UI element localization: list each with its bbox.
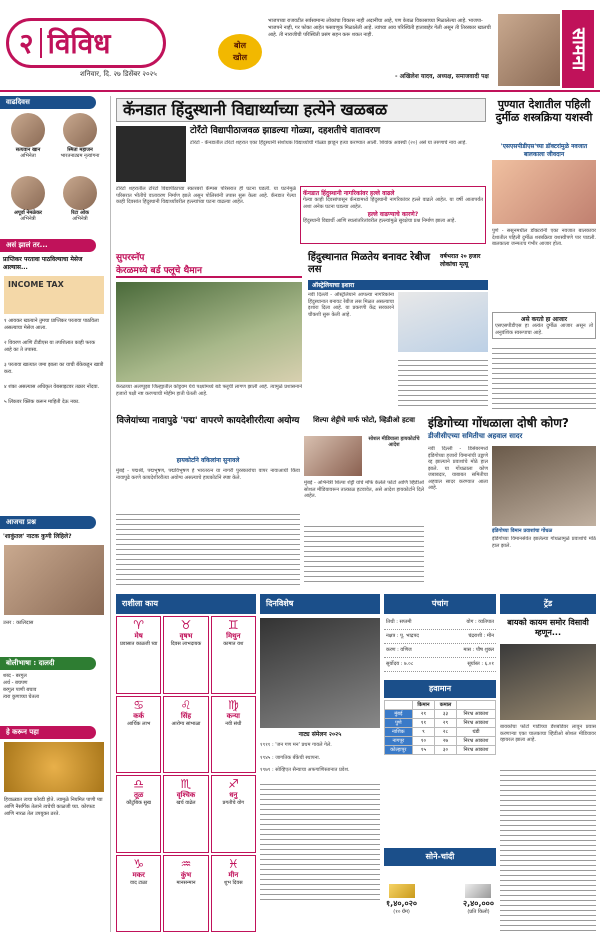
rabies-text-lines: [398, 356, 488, 410]
rashi-text: आर्थिक लाभ: [127, 720, 151, 727]
panchang-cell: करण : वणिज: [386, 647, 412, 653]
supersnap-header: [116, 250, 302, 278]
word-item: शब्द - बरगुल: [3, 673, 27, 679]
list-item: ५ लिंकवर क्लिक करून माहिती देऊ नका.: [4, 399, 80, 405]
weather-row: [385, 728, 496, 737]
dinvishesh-photo: [260, 618, 380, 728]
list-item: १ आयकर खात्याने तुमचा प्राप्तिकर परतावा पाठविला असल्याचा मेसेज आला.: [4, 318, 99, 331]
list-item: १९११ : 'जन गण मन' प्रथम गायले गेले.: [260, 742, 332, 748]
court-photo: [304, 436, 362, 476]
min-temp: ९: [412, 728, 435, 737]
rashi-vrishabh: [163, 616, 208, 694]
max-temp: २९: [435, 719, 457, 728]
box-question: हल्ले वाढण्याचे कारणे?: [367, 211, 419, 218]
rashi-text: नवी संधी: [225, 720, 242, 727]
max-temp: २७: [435, 737, 457, 746]
rashi-name: मिथुन: [226, 632, 241, 640]
rabies-headline: हिंदुस्थानात मिळतेय बनावट रेबीज लस: [308, 252, 431, 275]
weather-row: [385, 719, 496, 728]
main-lead: टोरंटो - कॅनडातील टोरंटो शहरात एका हिंदुस्थानी संशोधक विद्यार्थ्याची गोळ्या झाडून हत्या करण्यात आली. शिवांक अवस्थी (२०) असे या तरुणाचे नाव आहे.: [190, 140, 467, 146]
panchang-table: [384, 616, 496, 672]
main-headline: कॅनडात हिंदुस्थानी विद्यार्थ्याच्या हत्येने खळबळ: [123, 100, 388, 119]
rashi-text: वाद टाळा: [130, 879, 148, 886]
birthday-person: [56, 113, 104, 172]
max-temp: ३०: [435, 746, 457, 755]
weather-col-header: किमान: [412, 701, 435, 710]
rashi-mithun: [211, 616, 256, 694]
city: मुंबई: [385, 710, 413, 719]
rashi-name: कन्या: [226, 711, 240, 720]
rashi-name: वृश्चिक: [176, 791, 196, 799]
rashi-grid: [116, 616, 256, 932]
vaccine-photo: [398, 292, 488, 352]
pune-box-title: असे करतो हा आजार: [520, 316, 568, 323]
condition: थंडी: [456, 728, 495, 737]
rashi-name: वृषभ: [179, 632, 193, 640]
gold-price-block: [386, 884, 417, 916]
divider: [40, 28, 42, 58]
rashi-tul: [116, 775, 161, 853]
rashi-text: शुभ दिवस: [224, 879, 243, 886]
avatar: [11, 113, 45, 147]
gold-unit: (१० ग्रॅम): [393, 909, 410, 915]
avatar: [11, 176, 45, 210]
income-tax-graphic: [4, 276, 104, 314]
tax-label: INCOME TAX: [8, 280, 64, 289]
person-role: अभिनेत्री: [72, 216, 88, 222]
pune-headline: पुण्यात देशातील पहिली दुर्मीळ शस्त्रक्रिया यशस्वी: [495, 98, 593, 124]
min-temp: १५: [412, 746, 435, 755]
word-item: त्वरा कुणाच्या घेतला: [3, 694, 40, 700]
bolibhasha-header: बोलीभाषा : दालदी: [0, 657, 96, 670]
condition: निरभ्र आकाश: [456, 719, 495, 728]
history-subtitle: प्राप्तिकर परतावा पाठविल्याचा मेसेज आल्यास...: [3, 256, 83, 271]
word-item: अर्थ - बचपण: [3, 680, 28, 686]
panchang-cell: मास : पौष शुक्ल: [463, 647, 494, 653]
birthday-grid: [0, 109, 108, 239]
indigo-headline: इंडिगोच्या गोंधळाला दोषी कोण?: [428, 416, 569, 430]
panchang-cell: नक्षत्र : पू. भाद्रपद: [386, 633, 419, 639]
rashi-name: तूळ: [134, 791, 144, 799]
rashi-makar: [116, 855, 161, 933]
indigo-sub: डीजीसीएच्या समितीचा अहवाल सादर: [428, 432, 523, 440]
aquarius-icon: ♒: [180, 856, 192, 871]
question-header: आजचा प्रश्न: [0, 516, 96, 529]
rashi-header: राशीला काय: [116, 594, 256, 614]
indigo-photo: [492, 446, 596, 526]
weather-col-header: [385, 701, 413, 710]
weather-col-header: कमाल: [435, 701, 457, 710]
list-item: १९७९ : सोव्हिएत सैन्याचा अफगाणिस्तानात प्रवेश.: [260, 767, 350, 773]
rashi-name: कुंभ: [180, 870, 192, 879]
word-item: बरगुल पाणी बचाव: [3, 687, 37, 693]
rashi-name: धनु: [229, 791, 238, 799]
pune-subhead: 'एसएसपीडीएस'च्या डॉक्टरांमुळे नवजात बालकाला जीवदान: [500, 143, 588, 158]
city: कोल्हापूर: [385, 746, 413, 755]
birthdays-header: वाढदिवस: [0, 96, 96, 109]
list-item: ४ शंका असल्यास अधिकृत वेबसाइटवर तक्रार नोंदवा.: [4, 384, 100, 390]
rashi-meen: [211, 855, 256, 933]
min-temp: १०: [412, 737, 435, 746]
pune-photo: [492, 160, 596, 224]
quote-author: - अखिलेश यादव, अध्यक्ष, समाजवादी पक्ष: [395, 73, 489, 80]
person-name: सत्यवान खान: [15, 147, 41, 153]
rabies-body: नवी दिल्ली - ऑस्ट्रेलियाने आपल्या नागरिकांना हिंदुस्थानात बनावट रेबीज लस मिळत असल्याचा इशारा दिला आहे. या प्रकरणी केंद्र सरकारने चौकशी सुरू केली आहे.: [308, 292, 394, 318]
panchang-row: [384, 616, 496, 630]
gold-prices: [384, 870, 496, 930]
rashi-text: प्रवासात काळजी घ्या: [119, 641, 158, 647]
panchang-cell: योग : व्यतिपात: [466, 619, 494, 625]
page-header: [0, 0, 600, 92]
rashi-name: मेष: [134, 632, 143, 640]
weather-row: [385, 737, 496, 746]
panchang-cell: चंद्रराशी : मीन: [468, 633, 494, 639]
question-image: [4, 545, 104, 615]
panchang-cell: सूर्यास्त : ६.०१: [467, 661, 494, 667]
dinvishesh-header: दिनविशेष: [260, 594, 380, 614]
supersnap-title: केरळमध्ये बर्ड फ्लूचे थैमान: [116, 266, 202, 276]
shilpa-text-lines: [304, 522, 424, 586]
column-divider: [110, 96, 111, 932]
condition: निरभ्र आकाश: [456, 746, 495, 755]
pune-body: पुणे - ससूनमधील डॉक्टरांनी एका नवजात बालकावर देशातील पहिली दुर्मीळ शस्त्रक्रिया यशस्वीपणे पार पाडली. बालकाला जन्मतःच गंभीर आजार होता.: [492, 228, 596, 247]
max-temp: ३३: [435, 710, 457, 719]
dinvishesh-caption: नाट्य संमेलन २०२५: [298, 731, 342, 738]
silver-price-block: [463, 884, 494, 916]
condition: निरभ्र आकाश: [456, 710, 495, 719]
bol-label: बोल: [233, 41, 247, 50]
capricorn-icon: ♑: [133, 856, 145, 871]
padma-body: मुंबई - पद्मश्री, पद्मभूषण, पद्मविभूषण हे भारतरत्न या नागरी पुरस्कारांचा वापर नावाआधी किंवा नावापुढे करणे कायदेशीररीत्या अयोग्य असल्याचे हायकोर्टाने स्पष्ट केले.: [116, 468, 300, 481]
indigo-caption-text: इंडिगोच्या विमानसेवेत झालेल्या गोंधळामुळे प्रवाशांचे मोठे हाल झाले.: [492, 536, 596, 549]
main-side-box: [300, 186, 486, 244]
history-list: [0, 316, 108, 516]
shilpa-headline: शिल्पा शेट्टीचे मार्फ फोटो, व्हिडीओ हटवा: [313, 416, 415, 424]
trend-header: ट्रेंड: [500, 594, 596, 614]
rashi-name: मीन: [228, 870, 239, 879]
pune-text-lines: [492, 344, 596, 410]
page-number: २: [19, 27, 34, 60]
birthday-person: [56, 176, 104, 235]
rashi-text: मानसन्मान: [176, 879, 196, 886]
rashi-text: दिवस लाभदायक: [170, 641, 202, 647]
gold-price: १,४०,०२०: [386, 899, 418, 908]
question-answer: उत्तर : कालिदास: [3, 620, 34, 626]
rashi-mesh: [116, 616, 161, 694]
box-question-text: हिंदुस्थानी विद्यार्थी आणि स्थलांतरितांवरील हल्ल्यांमुळे सुरक्षेचा प्रश्न निर्माण झाला आहे.: [303, 218, 457, 224]
main-body: टोरंटो शहरातील टोरंटो विद्यापीठाच्या स्कारबरो कॅम्पस परिसरात ही घटना घडली. या घटनेमुळे परिसरात भीतीचे वातावरण निर्माण झाले असून पोलिसांनी तपास सुरू केला आहे. कॅनडात गेल्या काही दिवसांत हिंदुस्थानी विद्यार्थ्यांवरील हल्ल्यांच्या घटना वाढल्या आहेत.: [116, 186, 296, 205]
silver-price: २,४०,०००: [462, 899, 494, 908]
question-text: 'शाकुंतल' नाटक कुणी लिहिले?: [3, 533, 72, 540]
padma-text-lines: [116, 510, 300, 586]
panchang-cell: तिथी : सप्तमी: [386, 619, 412, 625]
list-item: २ विवरण आणि टीडीएस या तपशिलात काही फरक आहे का ते तपासा.: [4, 340, 96, 353]
section-title: विविध: [47, 27, 111, 60]
khol-label: खोल: [232, 53, 248, 62]
rashi-kumbh: [163, 855, 208, 933]
rashi-kanya: [211, 696, 256, 774]
supersnap-caption: केरळच्या अलप्पुझा जिल्ह्यातील कोट्टयम येथे पक्ष्यांमध्ये बर्ड फ्लूची लागण झाली आहे. त्यामुळे प्रशासनाने हजारो पक्षी नष्ट करण्याची मोहीम हाती घेतली आहे.: [116, 384, 302, 397]
list-item: ३ परतावा खात्यात जमा झाला का याची बँकेकडून खात्री करा.: [4, 362, 104, 375]
person-role: भारतनाट्यम नृत्यांगना: [60, 153, 100, 159]
avatar: [63, 113, 97, 147]
pisces-icon: ♓: [227, 856, 239, 871]
list-item: १९४५ : जागतिक बँकेची स्थापना.: [260, 754, 321, 761]
silver-unit: (प्रति किलो): [467, 909, 490, 915]
panchang-row: [384, 644, 496, 658]
pune-box-text: एसएसपीडीएस हा अत्यंत दुर्मीळ आजार असून तो अनुवंशिक स्वरूपाचा आहे.: [495, 323, 593, 336]
box-text: गेल्या काही दिवसांपासून कॅनडामध्ये हिंदुस्थानी नागरिकांवर हल्ले वाढले आहेत. या वर्षी आतापर्यंत अशा अनेक घटना घडल्या आहेत.: [303, 197, 483, 210]
min-temp: ११: [412, 719, 435, 728]
libra-icon: ♎: [133, 777, 145, 791]
city: पुणे: [385, 719, 413, 728]
person-role: अभिनेता: [20, 153, 36, 159]
rabies-side-label: ऑस्ट्रेलियाचा इशारा: [308, 280, 488, 290]
weather-row: [385, 746, 496, 755]
weather-head-row: [385, 701, 496, 710]
panchang-cell: सूर्योदय : ७.०८: [386, 661, 414, 667]
trend-headline: बायको कायम समोर विसावी म्हणून...: [507, 618, 589, 637]
max-temp: २८: [435, 728, 457, 737]
left-sidebar: [0, 96, 108, 932]
weather-table: [384, 700, 496, 755]
rabies-tag: वर्षभरात २० हजार लोकांचा मृत्यू: [440, 253, 481, 268]
birthday-person: [4, 176, 52, 235]
aries-icon: ♈: [133, 618, 145, 632]
silver-bar-icon: [465, 884, 491, 898]
virgo-icon: ♍: [227, 697, 239, 712]
indigo-body: नवी दिल्ली - डिसेंबरमध्ये इंडिगोच्या हजारो विमानांची उड्डाणे रद्द झाल्याने प्रवाशांचे मोठे हाल झाले. या गोंधळाला कोण जबाबदार, याबाबत समितीचा अहवाल सादर करण्यात आला आहे.: [428, 446, 488, 491]
condition: निरभ्र आकाश: [456, 737, 495, 746]
taurus-icon: ♉: [180, 618, 192, 632]
rashi-kark: [116, 696, 161, 774]
gemini-icon: ♊: [227, 618, 239, 632]
supersnap-label: सुपरस्नॅप: [116, 253, 145, 263]
panchang-row: [384, 658, 496, 672]
weather-row: [385, 710, 496, 719]
person-name: स्मिता महाजन: [67, 147, 93, 153]
rashi-text: कौटुंबिक सुख: [126, 800, 152, 806]
text-lines: [260, 780, 380, 900]
know-text: हिवाळ्यात त्वचा कोरडी होते. त्यामुळे नियमित पाणी प्या आणि नैसर्गिक तेलाने त्वचेची काळजी घ्या. कोरफड आणि नारळ तेल उपयुक्त ठरते.: [4, 797, 103, 817]
main-subhead: टोरॅंटो विद्यापीठाजवळ झाडल्या गोळ्या, दहशतीचे वातावरण: [190, 126, 381, 136]
cancer-icon: ♋: [133, 697, 145, 712]
box-title: कॅनडात हिंदुस्थानी नागरिकांवर हल्ले वाढले: [303, 190, 395, 197]
city: नागपूर: [385, 737, 413, 746]
gold-header: सोने-चांदी: [384, 848, 496, 866]
rashi-text: कामात यश: [223, 641, 244, 647]
weather-header: हवामान: [384, 680, 496, 698]
page-section-badge: [6, 18, 166, 68]
history-header: असं झालं तर...: [0, 239, 96, 252]
word-list: [0, 670, 108, 726]
rashi-sinh: [163, 696, 208, 774]
rashi-dhanu: [211, 775, 256, 853]
rashi-vrishchik: [163, 775, 208, 853]
sagittarius-icon: ♐: [227, 777, 239, 791]
rashi-text: खर्च वाढेल: [176, 800, 196, 806]
bol-khol-badge: [218, 34, 262, 70]
rashi-text: आरोग्य सांभाळा: [171, 720, 201, 727]
victim-photo: [116, 126, 186, 182]
bird-flu-photo: [116, 282, 302, 382]
main-headline-box: [116, 98, 486, 122]
person-name: अपूर्वा नेमळेकर: [14, 210, 42, 216]
avatar: [63, 176, 97, 210]
rashi-name: सिंह: [180, 711, 192, 720]
person-role: अभिनेत्री: [20, 216, 36, 222]
city: नाशिक: [385, 728, 413, 737]
shilpa-body: मुंबई - अभिनेत्री शिल्पा शेट्टी यांचे मॉर्फ केलेले फोटो आणि व्हिडीओ सोशल मीडियावरून तात्काळ हटवावेत, असे आदेश हायकोर्टाने दिले आहेत.: [304, 480, 424, 499]
shilpa-side: सोशल मीडियाला हायकोर्टाचे आदेश: [368, 436, 420, 448]
panchang-header: पंचांग: [384, 594, 496, 614]
trend-text-lines: [500, 766, 596, 932]
person-name: रिटा ओक: [71, 210, 89, 216]
issue-date: शनिवार, दि. २७ डिसेंबर २०२५: [80, 70, 157, 78]
scorpio-icon: ♏: [180, 777, 192, 791]
pune-box: [492, 312, 596, 339]
masthead-logo: सामना: [562, 10, 594, 88]
padma-sub: हायकोर्टाने वकिलांना सुनावले: [176, 457, 240, 464]
dinvishesh-list: [260, 742, 380, 932]
know-image: [4, 742, 104, 792]
trend-body: बायकोचा फोटो गाडीच्या डॅशबोर्डवर लावून प्रवास करणाऱ्या एका चालकाचा व्हिडीओ सोशल मीडियावर व्हायरल झाला आहे.: [500, 724, 596, 743]
gold-bar-icon: [389, 884, 415, 898]
weather-col-header: [456, 701, 495, 710]
rashi-name: मकर: [132, 870, 145, 879]
rashi-text: प्रगतीचे योग: [222, 800, 245, 806]
quote-text: भाजपच्या राजवटीत सर्वसामान्य लोकांचा विकास नाही अदानींचा आहे, पण केवळ विकासाच्या मिळालेल्या आहे. भाजपा-भाजपने नाही, गर फोका आहेत फसवणूक मिळालेली आहे. त्यांच्या आय परिस्थिती हाताबाहेर गेली असून ती तिरस्कार खालची आहे. ती नाराजीची परिस्थिती प्रसंग सहन करू शकत नाही.: [268, 18, 491, 38]
panchang-row: [384, 630, 496, 644]
rashi-name: कर्क: [133, 711, 145, 720]
birthday-person: [4, 113, 52, 172]
indigo-caption: इंडिगोच्या विमान प्रवाशांचा गोंधळ: [492, 528, 553, 534]
know-header: हे करून पहा: [0, 726, 96, 739]
leo-icon: ♌: [180, 697, 192, 712]
padma-headline: विजेयांच्या नावापुढे 'पद्म' वापरणे कायदेशीररीत्या अयोग्य: [116, 416, 300, 426]
trend-photo: [500, 644, 596, 720]
quote-author-photo: [498, 14, 560, 86]
min-temp: २१: [412, 710, 435, 719]
